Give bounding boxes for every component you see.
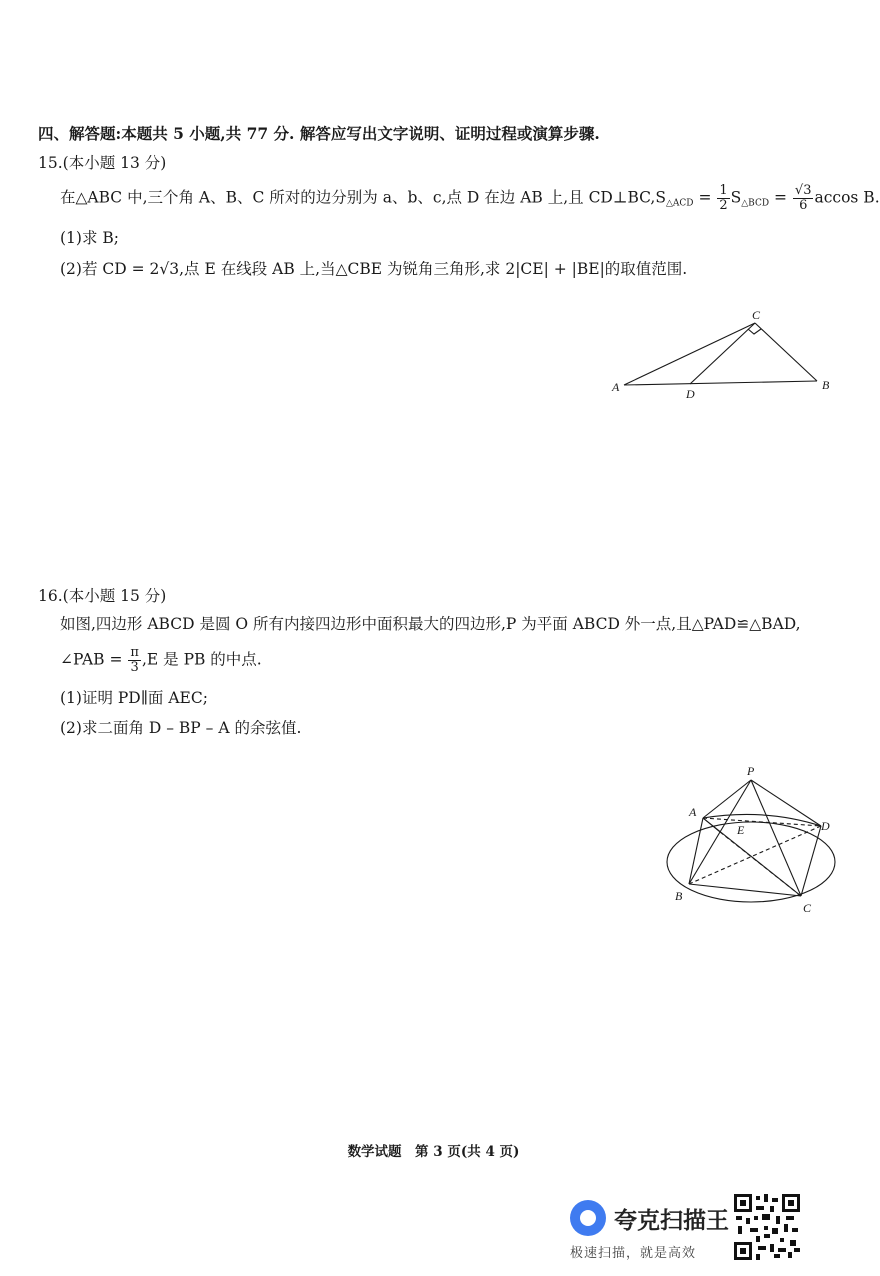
q16-stem-tail: ,E 是 PB 的中点. xyxy=(141,650,262,669)
segment-ac xyxy=(624,323,755,385)
q16-frac-pi-3 xyxy=(128,646,141,675)
q16-part1: (1)证明 PD∥面 AEC; xyxy=(60,689,208,707)
q16-angle: ∠PAB = xyxy=(60,650,128,669)
segment-ab xyxy=(689,818,703,884)
q16-heading: 16.(本小题 15 分) xyxy=(38,587,167,605)
q16-stem-line2 xyxy=(60,646,262,675)
q16-frac-num: π xyxy=(130,645,139,660)
q16-pyramid-figure xyxy=(655,760,850,920)
label-a: A xyxy=(612,380,620,394)
q15-sub-bcd: △BCD xyxy=(741,198,770,209)
label-p: P xyxy=(747,764,755,778)
q15-frac-root3-6 xyxy=(793,184,814,213)
label-d: D xyxy=(686,387,695,401)
q16-stem-line1: 如图,四边形 ABCD 是圆 O 所有内接四边形中面积最大的四边形,P 为平面 ABCD 外一点,且△PAD≌△BAD, xyxy=(60,615,801,633)
q15-frac1-den: 2 xyxy=(719,198,728,213)
q15-stem xyxy=(60,184,880,213)
q15-frac1-num: 1 xyxy=(719,183,728,198)
label-a: A xyxy=(689,805,697,819)
label-c: C xyxy=(752,308,761,322)
segment-ec-hidden xyxy=(720,832,801,896)
scanner-logo-icon xyxy=(570,1200,606,1236)
segment-cd xyxy=(690,323,755,384)
section-header: 四、解答题:本题共 5 小题,共 77 分. 解答应写出文字说明、证明过程或演算步骤. xyxy=(38,124,600,143)
page-footer: 数学试题 第 3 页(共 4 页) xyxy=(347,1144,520,1160)
q15-sub-acd: △ACD xyxy=(665,198,694,209)
q15-frac-half xyxy=(717,184,729,213)
q15-s2: S xyxy=(730,188,742,207)
q15-eq1: = xyxy=(693,188,717,207)
q15-triangle-figure xyxy=(610,305,840,405)
scanner-slogan: 极速扫描，就是高效 xyxy=(570,1246,697,1261)
segment-bd-hidden xyxy=(689,826,821,884)
q15-frac2-den: 6 xyxy=(799,198,808,213)
scanner-watermark xyxy=(570,1196,730,1266)
q16-frac-den: 3 xyxy=(130,660,139,675)
label-b: B xyxy=(675,889,683,903)
q16-part2: (2)求二面角 D – BP – A 的余弦值. xyxy=(60,719,302,737)
q15-frac2-num: √3 xyxy=(794,183,812,198)
label-d: D xyxy=(821,819,830,833)
segment-ab xyxy=(624,381,817,385)
q15-stem-text: 在△ABC 中,三个角 A、B、C 所对的边分别为 a、b、c,点 D 在边 AB 上,且 CD⊥BC,S xyxy=(60,188,666,207)
segment-bc xyxy=(689,884,801,896)
qr-code-icon xyxy=(734,1194,800,1260)
q15-heading: 15.(本小题 13 分) xyxy=(38,154,167,172)
scanner-brand-name: 夸克扫描王 xyxy=(614,1208,729,1234)
right-angle-mark xyxy=(748,329,761,334)
q15-stem-tail: accos B. xyxy=(814,188,880,207)
label-c: C xyxy=(803,901,812,915)
segment-pa xyxy=(703,780,751,818)
segment-cd xyxy=(801,826,821,896)
label-e: E xyxy=(737,823,745,837)
q15-part2: (2)若 CD = 2√3,点 E 在线段 AB 上,当△CBE 为锐角三角形,求 2|CE| + |BE|的取值范围. xyxy=(60,260,688,278)
q15-eq2: = xyxy=(769,188,792,207)
q15-part1: (1)求 B; xyxy=(60,229,119,247)
circle-o xyxy=(667,822,835,902)
label-b: B xyxy=(822,378,830,392)
segment-cb xyxy=(755,323,817,381)
